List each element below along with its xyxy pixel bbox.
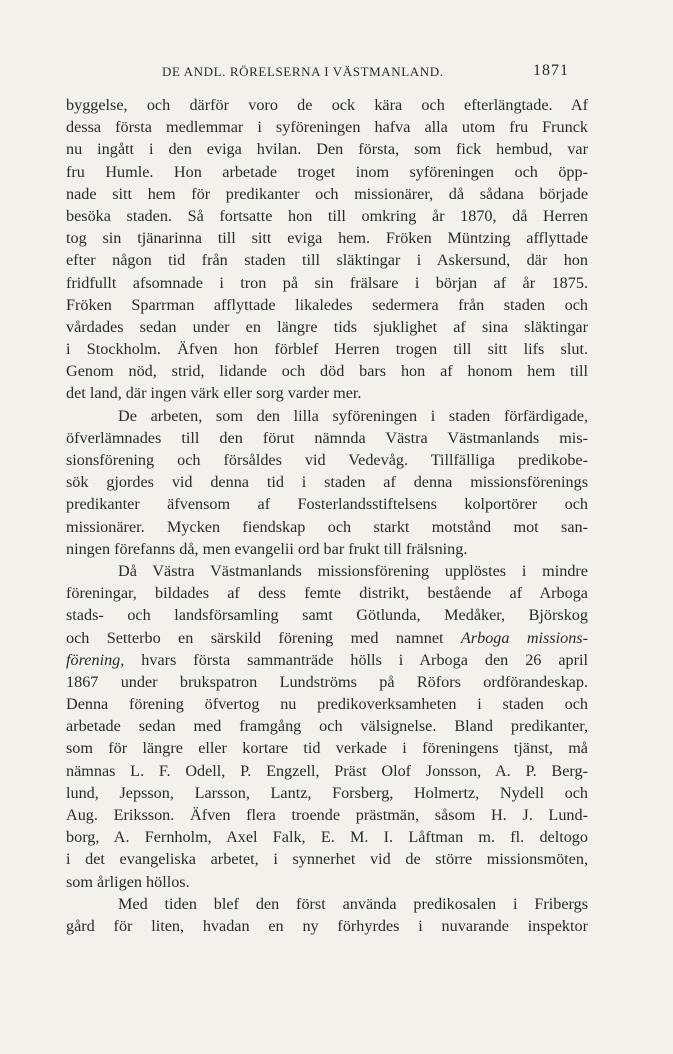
text-line: byggelse, och därför voro de ock kära och efterlängtade. Af xyxy=(66,96,588,114)
text-line: vårdades sedan under en längre tids sjuklighet af sina släktingar xyxy=(66,317,588,336)
text-line: missionärer. Mycken fiendskap och starkt motstånd mot san- xyxy=(66,517,588,536)
text-line: Då Västra Västmanlands missionsförening upplöstes i mindre xyxy=(118,561,588,580)
text-line: fru Humle. Hon arbetade troget inom syföreningen och öpp- xyxy=(66,162,588,181)
running-head: DE ANDL. RÖRELSERNA I VÄSTMANLAND. xyxy=(162,64,444,79)
text-line: ningen förefanns då, men evangelii ord bar frukt till frälsning. xyxy=(66,539,468,558)
page-number: 1871 xyxy=(533,62,569,79)
text-line: predikanter äfvensom af Fosterlandsstiftelsens kolportörer och xyxy=(66,495,588,514)
text-line: föreningar, bildades af dess femte distrikt, bestående af Arboga xyxy=(66,584,588,603)
text-line: efter någon tid från staden till släktingar i Askersund, där hon xyxy=(66,251,588,270)
text-line: öfverlämnades till den förut nämnda Västra Västmanlands mis- xyxy=(66,428,588,447)
text-line: tog sin tjänarinna till sitt eviga hem. Fröken Müntzing afflyttade xyxy=(66,229,588,248)
text-line: som för längre eller kortare tid verkade i föreningens tjänst, må xyxy=(66,739,588,758)
text-line: dessa första medlemmar i syföreningen hafva alla utom fru Frunck xyxy=(66,118,588,137)
text-segment: hvars första sammanträde hölls i Arboga den 26 april xyxy=(141,650,589,669)
text-line: Fröken Sparrman afflyttade likaledes sedermera från staden och xyxy=(66,295,588,314)
text-line: 1867 under brukspatron Lundströms på Röfors ordförandeskap. xyxy=(66,672,588,691)
text-line: stads- och landsförsamling samt Götlunda, Medåker, Björskog xyxy=(66,606,588,625)
text-line: i Stockholm. Äfven hon förblef Herren trogen till sitt lifs slut. xyxy=(66,340,588,359)
text-line: borg, A. Fernholm, Axel Falk, E. M. I. Låftman m. fl. deltogo xyxy=(66,828,588,847)
text-line: det land, där ingen värk eller sorg varder mer. xyxy=(66,384,362,403)
text-line: nu ingått i den eviga hvilan. Den första, som fick hembud, var xyxy=(66,140,588,159)
text-line xyxy=(66,649,588,671)
text-line: som årligen höllos. xyxy=(66,872,190,891)
text-line: gård för liten, hvadan en ny förhyrdes i nuvarande inspektor xyxy=(66,916,588,935)
text-segment: och Setterbo en särskild förening med namnet xyxy=(66,628,444,647)
text-line: arbetade sedan med framgång och välsignelse. Bland predikanter, xyxy=(66,717,588,736)
text-line: Aug. Eriksson. Äfven flera troende prästmän, såsom H. J. Lund- xyxy=(66,806,588,824)
text-line: nade sitt hem för predikanter och missionärer, då sådana började xyxy=(66,184,588,203)
text-line: Med tiden blef den först använda predikosalen i Fribergs xyxy=(118,894,588,913)
text-line: nämnas L. F. Odell, P. Engzell, Präst Olof Jonsson, A. P. Berg- xyxy=(66,761,588,780)
page-header xyxy=(0,64,673,88)
text-line: lund, Jepsson, Larsson, Lantz, Forsberg, Holmertz, Nydell och xyxy=(66,783,588,802)
text-line: sök gjordes vid denna tid i staden af denna missionsförenings xyxy=(66,473,588,492)
text-line: Genom nöd, strid, lidande och död bars hon af honom hem till xyxy=(66,362,588,381)
association-name-italic: Arboga missions- xyxy=(460,628,588,647)
text-line: i det evangeliska arbetet, i synnerhet vid de större missionsmöten, xyxy=(66,850,588,869)
text-line: Denna förening öfvertog nu predikoverksamheten i staden och xyxy=(66,695,588,714)
text-line: De arbeten, som den lilla syföreningen i staden förfärdigade, xyxy=(118,406,588,425)
text-line xyxy=(66,627,588,649)
text-line: fridfullt afsomnade i tron på sin frälsare i början af år 1875. xyxy=(66,273,588,292)
body-text xyxy=(66,94,588,937)
association-name-italic: förening, xyxy=(66,650,125,669)
text-line: sionsförening och försåldes vid Vedevåg. Tillfälliga predikobe- xyxy=(66,451,588,469)
text-line: besöka staden. Så fortsatte hon till omkring år 1870, då Herren xyxy=(66,206,588,225)
